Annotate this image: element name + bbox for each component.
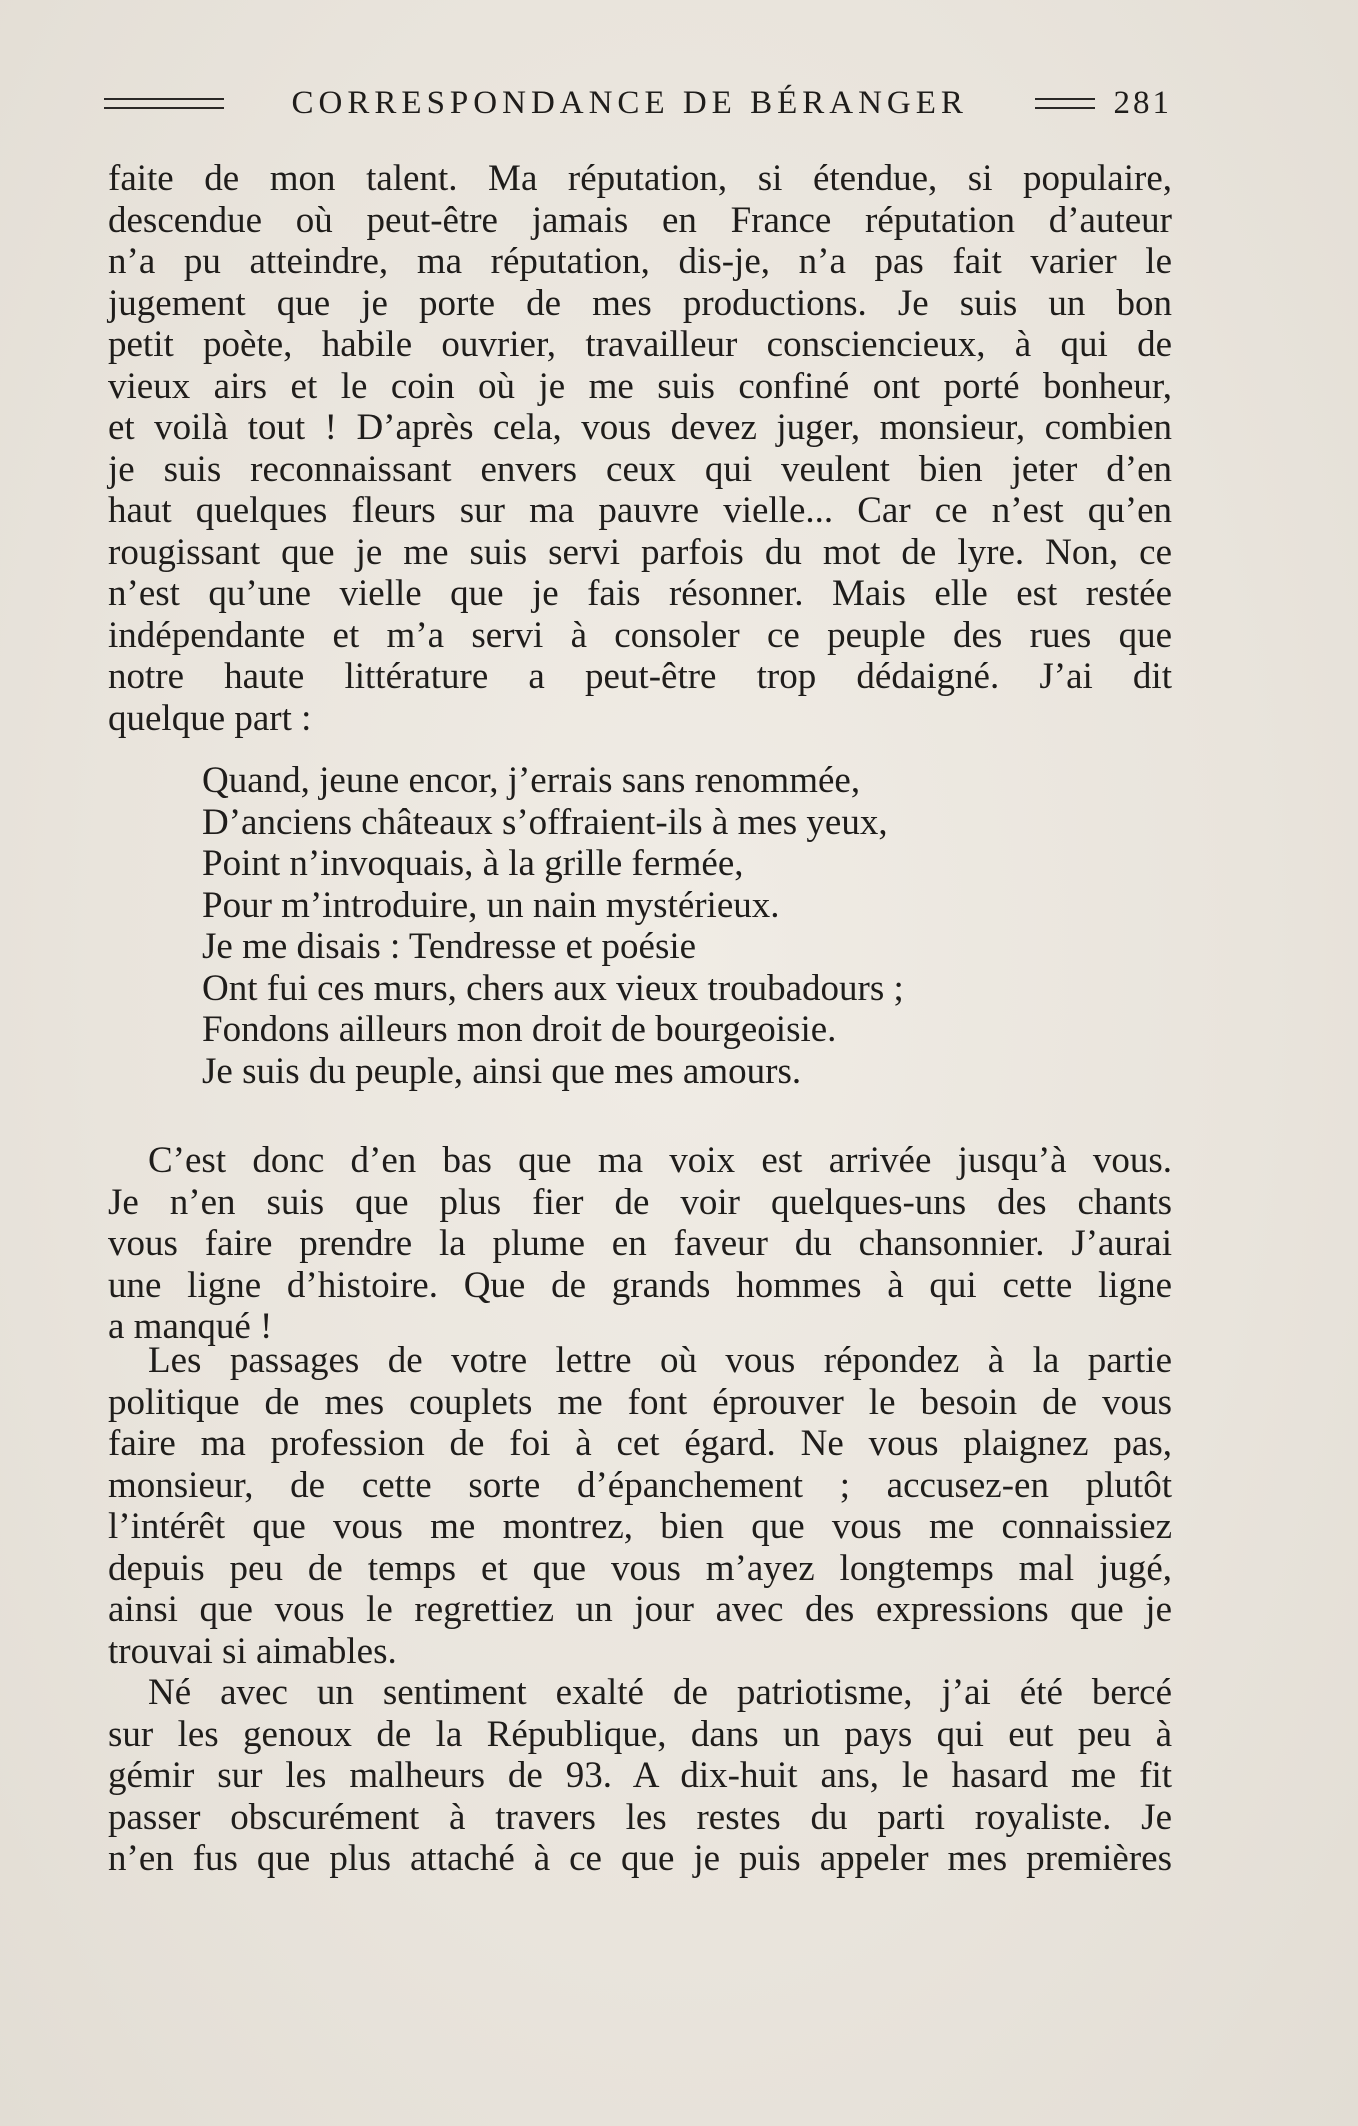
verse-line: Je me disais : Tendresse et poésie	[202, 926, 697, 967]
text-line: haut quelques fleurs sur ma pauvre vielle... Car ce n’est qu’en	[108, 490, 1172, 531]
text-line: n’en fus que plus attaché à ce que je puis appeler mes premières	[108, 1838, 1172, 1879]
text-line: vous faire prendre la plume en faveur du chansonnier. J’aurai	[108, 1223, 1172, 1264]
text-line: petit poète, habile ouvrier, travailleur consciencieux, à qui de	[108, 324, 1172, 365]
text-line: Les passages de votre lettre où vous répondez à la partie	[148, 1340, 1172, 1381]
text-line: passer obscurément à travers les restes du parti royaliste. Je	[108, 1796, 1172, 1838]
header-right-group	[1035, 85, 1172, 122]
text-line: n’a pu atteindre, ma réputation, dis-je, n’a pas fait varier le	[108, 241, 1172, 282]
header-rule-left	[104, 98, 224, 109]
paragraph-3	[108, 1340, 1172, 1672]
paragraph-1	[108, 158, 1172, 739]
text-line: l’intérêt que vous me montrez, bien que vous me connaissiez	[108, 1506, 1172, 1547]
text-line: faire ma profession de foi à cet égard. Ne vous plaignez pas,	[108, 1423, 1172, 1464]
verse-line: Fondons ailleurs mon droit de bourgeoisie.	[202, 1009, 837, 1050]
text-line: n’est qu’une vielle que je fais résonner. Mais elle est restée	[108, 573, 1172, 614]
text-line: trouvai si aimables.	[108, 1630, 397, 1672]
text-line: descendue où peut-être jamais en France réputation d’auteur	[108, 199, 1172, 241]
text-line: rougissant que je me suis servi parfois du mot de lyre. Non, ce	[108, 531, 1172, 573]
text-line: et voilà tout ! D’après cela, vous devez juger, monsieur, combien	[108, 407, 1172, 448]
text-line: monsieur, de cette sorte d’épanchement ; accusez-en plutôt	[108, 1464, 1172, 1506]
verse-line: Ont fui ces murs, chers aux vieux troubadours ;	[202, 967, 904, 1009]
header-rule-right	[1035, 98, 1095, 109]
verse-line: Point n’invoquais, à la grille fermée,	[202, 843, 744, 884]
running-title: CORRESPONDANCE DE BÉRANGER	[291, 84, 968, 121]
text-line: politique de mes couplets me font éprouver le besoin de vous	[108, 1381, 1172, 1423]
text-line: C’est donc d’en bas que ma voix est arrivée jusqu’à vous.	[148, 1140, 1172, 1181]
verse-line: Pour m’introduire, un nain mystérieux.	[202, 884, 780, 926]
text-line: notre haute littérature a peut-être trop dédaigné. J’ai dit	[108, 656, 1172, 697]
paragraph-2	[108, 1140, 1172, 1348]
page-number: 281	[1113, 84, 1172, 121]
running-header	[104, 78, 1172, 128]
verse-line: Quand, jeune encor, j’errais sans renommée,	[202, 760, 861, 801]
verse-stanza	[202, 760, 904, 1092]
paragraph-4	[108, 1672, 1172, 1880]
text-line: Né avec un sentiment exalté de patriotisme, j’ai été bercé	[148, 1672, 1172, 1713]
text-line: jugement que je porte de mes productions. Je suis un bon	[108, 282, 1172, 324]
text-line: Je n’en suis que plus fier de voir quelques-uns des chants	[108, 1181, 1172, 1223]
text-line: gémir sur les malheurs de 93. A dix-huit ans, le hasard me fit	[108, 1755, 1172, 1796]
text-line: une ligne d’histoire. Que de grands hommes à qui cette ligne	[108, 1264, 1172, 1306]
text-line: ainsi que vous le regrettiez un jour avec des expressions que je	[108, 1589, 1172, 1630]
text-line: vieux airs et le coin où je me suis confiné ont porté bonheur,	[108, 365, 1172, 407]
text-line: indépendante et m’a servi à consoler ce peuple des rues que	[108, 614, 1172, 656]
text-line: sur les genoux de la République, dans un pays qui eut peu à	[108, 1713, 1172, 1755]
text-line: je suis reconnaissant envers ceux qui veulent bien jeter d’en	[108, 448, 1172, 490]
verse-line: D’anciens châteaux s’offraient-ils à mes yeux,	[202, 801, 888, 843]
text-line: a manqué !	[108, 1306, 273, 1347]
text-line: depuis peu de temps et que vous m’ayez longtemps mal jugé,	[108, 1547, 1172, 1589]
verse-line: Je suis du peuple, ainsi que mes amours.	[202, 1050, 802, 1092]
text-line: quelque part :	[108, 697, 312, 739]
text-line: faite de mon talent. Ma réputation, si étendue, si populaire,	[108, 158, 1172, 199]
